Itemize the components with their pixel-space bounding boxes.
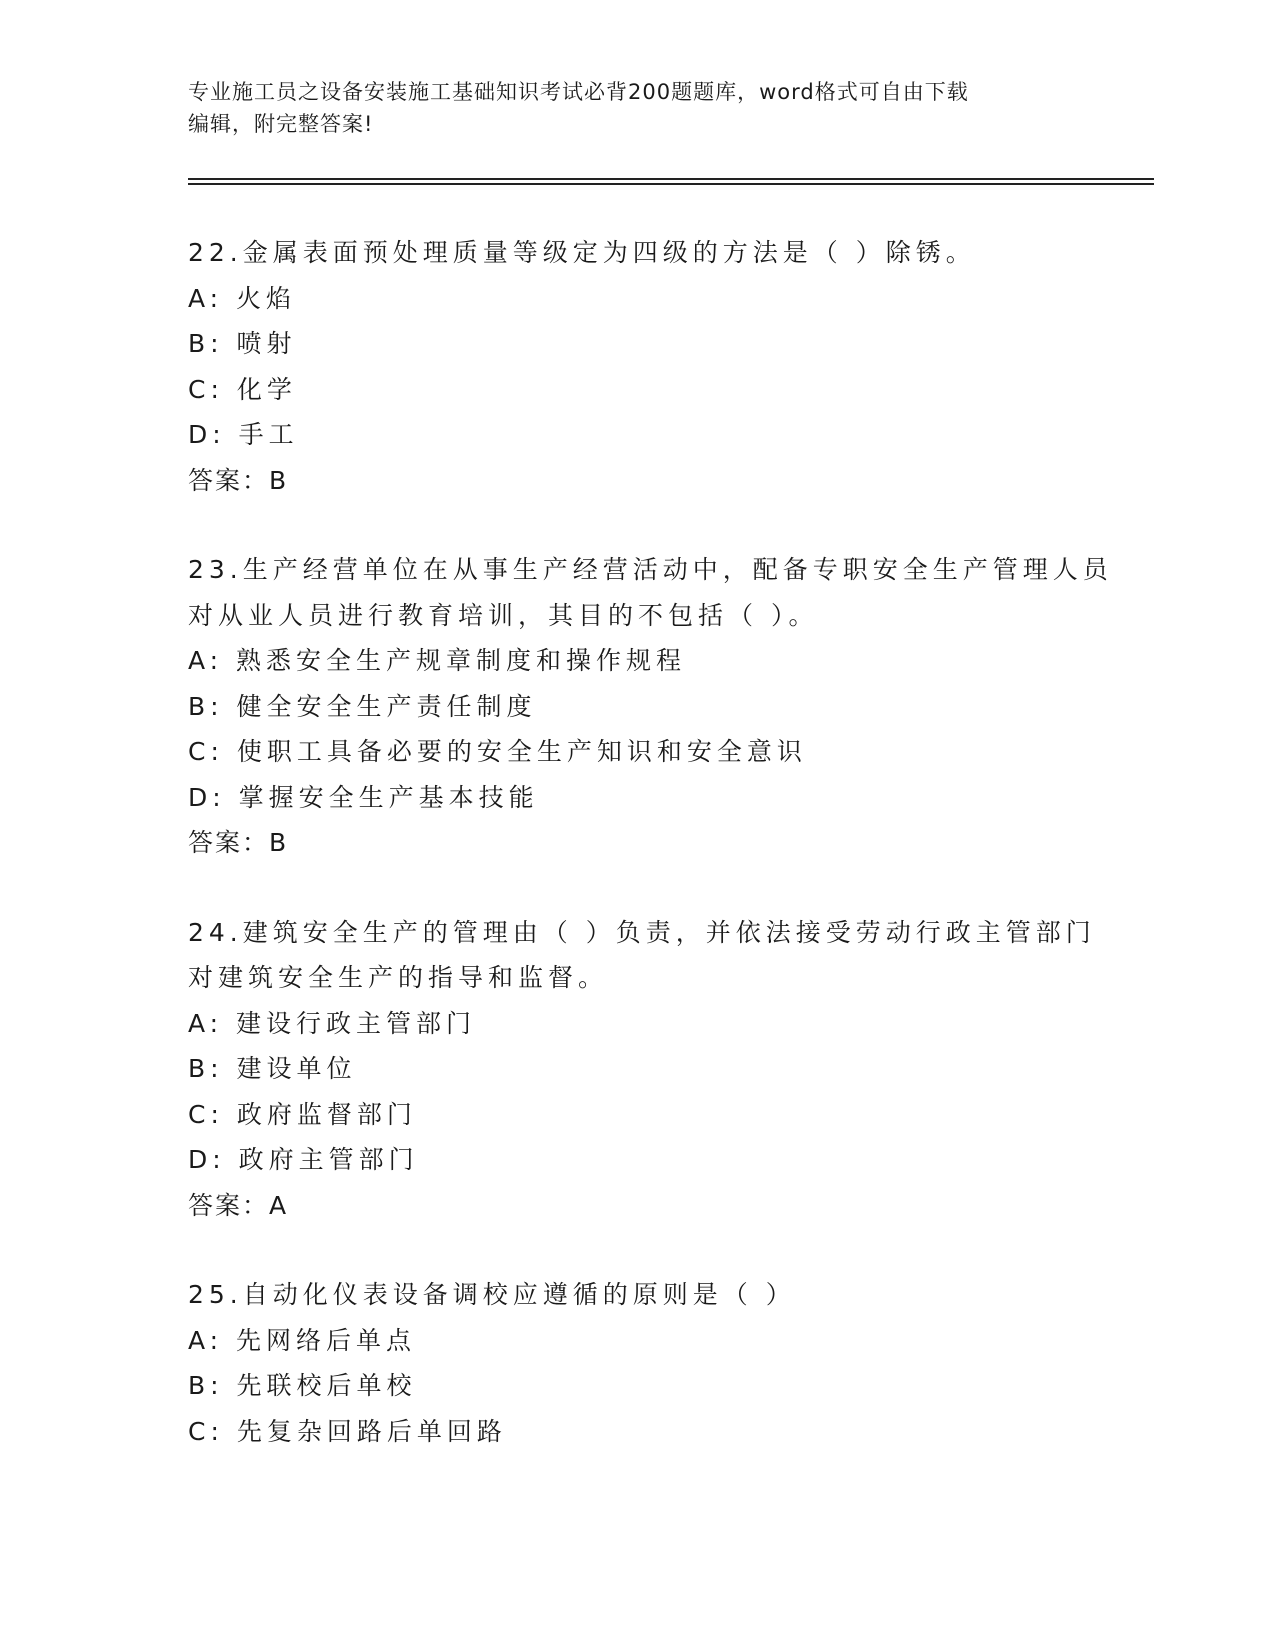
option-a: A: 先网络后单点: [188, 1325, 417, 1355]
option-c: C: 化学: [188, 374, 297, 404]
header-line-1: 专业施工员之设备安装施工基础知识考试必背200题题库，word格式可自由下载: [188, 80, 969, 104]
question-list: [188, 230, 1148, 1498]
answer: 答案：A: [188, 1190, 289, 1220]
question-text: 22.金属表面预处理质量等级定为四级的方法是（ ）除锈。: [188, 238, 976, 267]
document-header: [188, 76, 1068, 140]
question-24: [188, 910, 1148, 1229]
question-23: [188, 547, 1148, 866]
header-divider-top: [188, 178, 1154, 180]
answer: 答案：B: [188, 828, 289, 857]
option-b: B: 建设单位: [188, 1054, 357, 1083]
question-25: [188, 1272, 1148, 1454]
option-c: C: 先复杂回路后单回路: [188, 1416, 507, 1446]
question-text: 25.自动化仪表设备调校应遵循的原则是（ ）: [188, 1280, 796, 1309]
question-text-cont: 对从业人员进行教育培训，其目的不包括（ ）。: [188, 600, 819, 630]
option-b: B: 先联校后单校: [188, 1371, 417, 1400]
option-d: D: 政府主管部门: [188, 1145, 419, 1174]
question-text: 24.建筑安全生产的管理由（ ）负责，并依法接受劳动行政主管部门: [188, 917, 1096, 947]
question-22: [188, 230, 1148, 503]
option-d: D: 手工: [188, 420, 299, 449]
question-text-cont: 对建筑安全生产的指导和监督。: [188, 963, 609, 992]
option-b: B: 喷射: [188, 329, 297, 358]
question-text: 23.生产经营单位在从事生产经营活动中，配备专职安全生产管理人员: [188, 555, 1113, 584]
option-d: D: 掌握安全生产基本技能: [188, 782, 539, 812]
option-a: A: 熟悉安全生产规章制度和操作规程: [188, 646, 687, 675]
option-c: C: 使职工具备必要的安全生产知识和安全意识: [188, 737, 807, 766]
option-a: A: 火焰: [188, 283, 297, 313]
header-divider-bottom: [188, 183, 1154, 185]
answer: 答案：B: [188, 465, 289, 495]
header-line-2: 编辑，附完整答案!: [188, 112, 374, 136]
option-c: C: 政府监督部门: [188, 1099, 417, 1129]
option-b: B: 健全安全生产责任制度: [188, 691, 537, 721]
option-a: A: 建设行政主管部门: [188, 1008, 477, 1038]
